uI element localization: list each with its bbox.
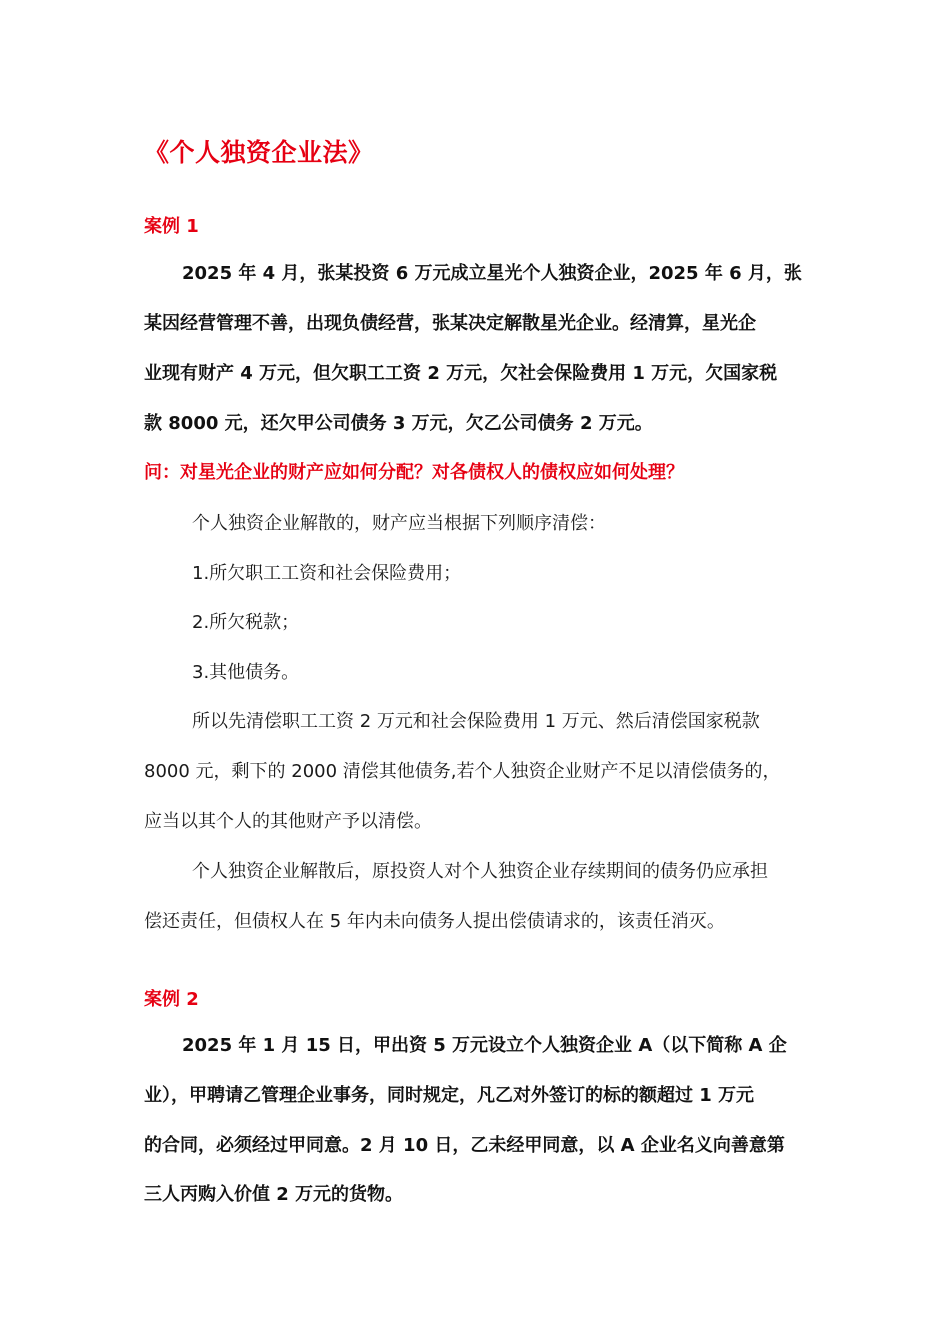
case-1-answer-line-4: 3.其他债务。: [192, 662, 300, 683]
case-1-facts-line-1: 2025 年 4 月，张某投资 6 万元成立星光个人独资企业，2025 年 6 月，张: [182, 263, 802, 284]
case-1-facts-line-3: 业现有财产 4 万元，但欠职工工资 2 万元，欠社会保险费用 1 万元，欠国家税: [144, 363, 778, 384]
case-1-answer-line-1: 个人独资企业解散的，财产应当根据下列顺序清偿：: [192, 513, 606, 534]
case-1-facts-line-4: 款 8000 元，还欠甲公司债务 3 万元，欠乙公司债务 2 万元。: [144, 413, 653, 434]
case-1-answer-line-8: 个人独资企业解散后，原投资人对个人独资企业存续期间的债务仍应承担: [192, 861, 768, 882]
case-2-heading: 案例 2: [144, 989, 199, 1010]
case-1-facts-line-2: 某因经营管理不善，出现负债经营，张某决定解散星光企业。经清算，星光企: [144, 313, 756, 334]
case-2-facts-line-4: 三人丙购入价值 2 万元的货物。: [144, 1184, 404, 1205]
case-1-question: 问：对星光企业的财产应如何分配？对各债权人的债权应如何处理？: [144, 462, 684, 483]
case-2-facts-line-2: 业），甲聘请乙管理企业事务，同时规定，凡乙对外签订的标的额超过 1 万元: [144, 1085, 755, 1106]
case-1-answer-line-6: 8000 元，剩下的 2000 清偿其他债务,若个人独资企业财产不足以清偿债务的，: [144, 761, 781, 782]
case-1-answer-line-3: 2.所欠税款；: [192, 612, 300, 633]
case-1-heading: 案例 1: [144, 216, 199, 237]
case-2-facts-line-1: 2025 年 1 月 15 日，甲出资 5 万元设立个人独资企业 A（以下简称 A 企: [182, 1035, 787, 1056]
case-1-answer-line-2: 1.所欠职工工资和社会保险费用；: [192, 563, 462, 584]
case-1-answer-line-9: 偿还责任，但债权人在 5 年内未向债务人提出偿债请求的，该责任消灭。: [144, 911, 725, 932]
case-1-answer-line-7: 应当以其个人的其他财产予以清偿。: [144, 811, 432, 832]
document-title: 《个人独资企业法》: [144, 138, 374, 167]
case-1-answer-line-5: 所以先清偿职工工资 2 万元和社会保险费用 1 万元、然后清偿国家税款: [192, 711, 760, 732]
case-2-facts-line-3: 的合同，必须经过甲同意。2 月 10 日，乙未经甲同意，以 A 企业名义向善意第: [144, 1135, 785, 1156]
